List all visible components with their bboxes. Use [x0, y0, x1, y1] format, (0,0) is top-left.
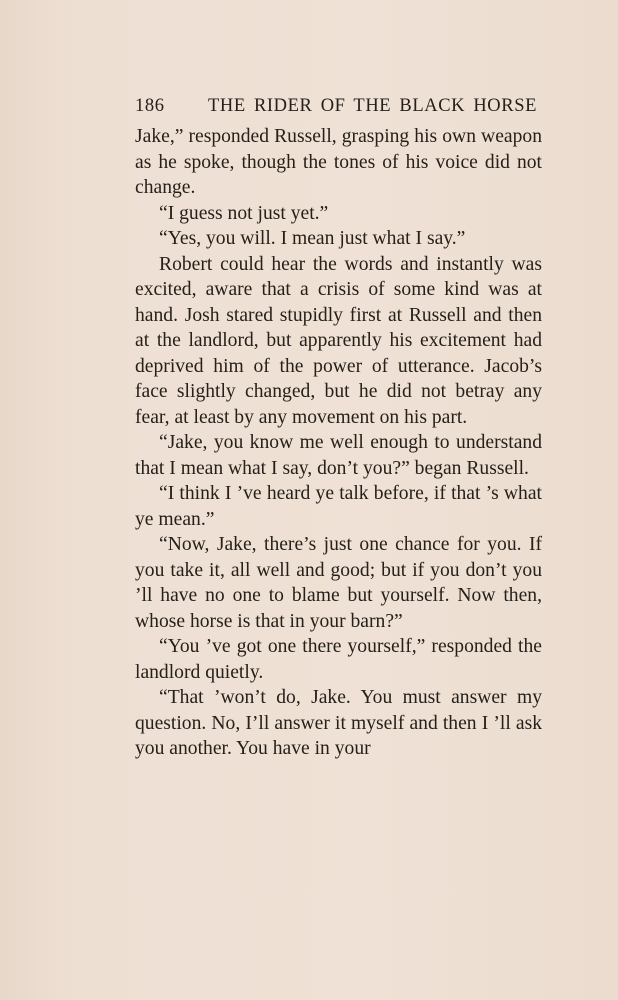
paragraph: “Yes, you will. I mean just what I say.” [159, 228, 466, 249]
page-header [135, 92, 545, 120]
running-title: THE RIDER OF THE BLACK HORSE [207, 96, 537, 116]
paragraph: “Now, Jake, there’s just one chance for you. If you take it, all well and good; but if you don’t you ’ll have no one to blame but yourself. Now then, whose horse is that in your barn?” [135, 534, 542, 632]
paragraph: “Jake, you know me well enough to understand that I mean what I say, don’t you?” began Russell. [135, 432, 542, 479]
paragraph: “You ’ve got one there yourself,” responded the landlord quietly. [135, 636, 542, 683]
page-number: 186 [135, 96, 165, 116]
body-text [135, 124, 542, 762]
paragraph: “I guess not just yet.” [159, 202, 329, 224]
paragraph: “That ’won’t do, Jake. You must answer my question. No, I’ll answer it myself and then I ’ll ask you another. You have in your [135, 687, 542, 759]
paragraph: Robert could hear the words and instantly was excited, aware that a crisis of some kind was at hand. Josh stared stupidly first at Russell and then at the landlord, but apparently his excitement had deprived him of the power of utterance. Jacob’s face slightly changed, but he did not betray any fear, at least by any movement on his part. [135, 253, 542, 428]
paragraph: “I think I ’ve heard ye talk before, if that ’s what ye mean.” [135, 483, 542, 530]
paragraph: Jake,” responded Russell, grasping his own weapon as he spoke, though the tones of his voice did not change. [135, 126, 542, 198]
